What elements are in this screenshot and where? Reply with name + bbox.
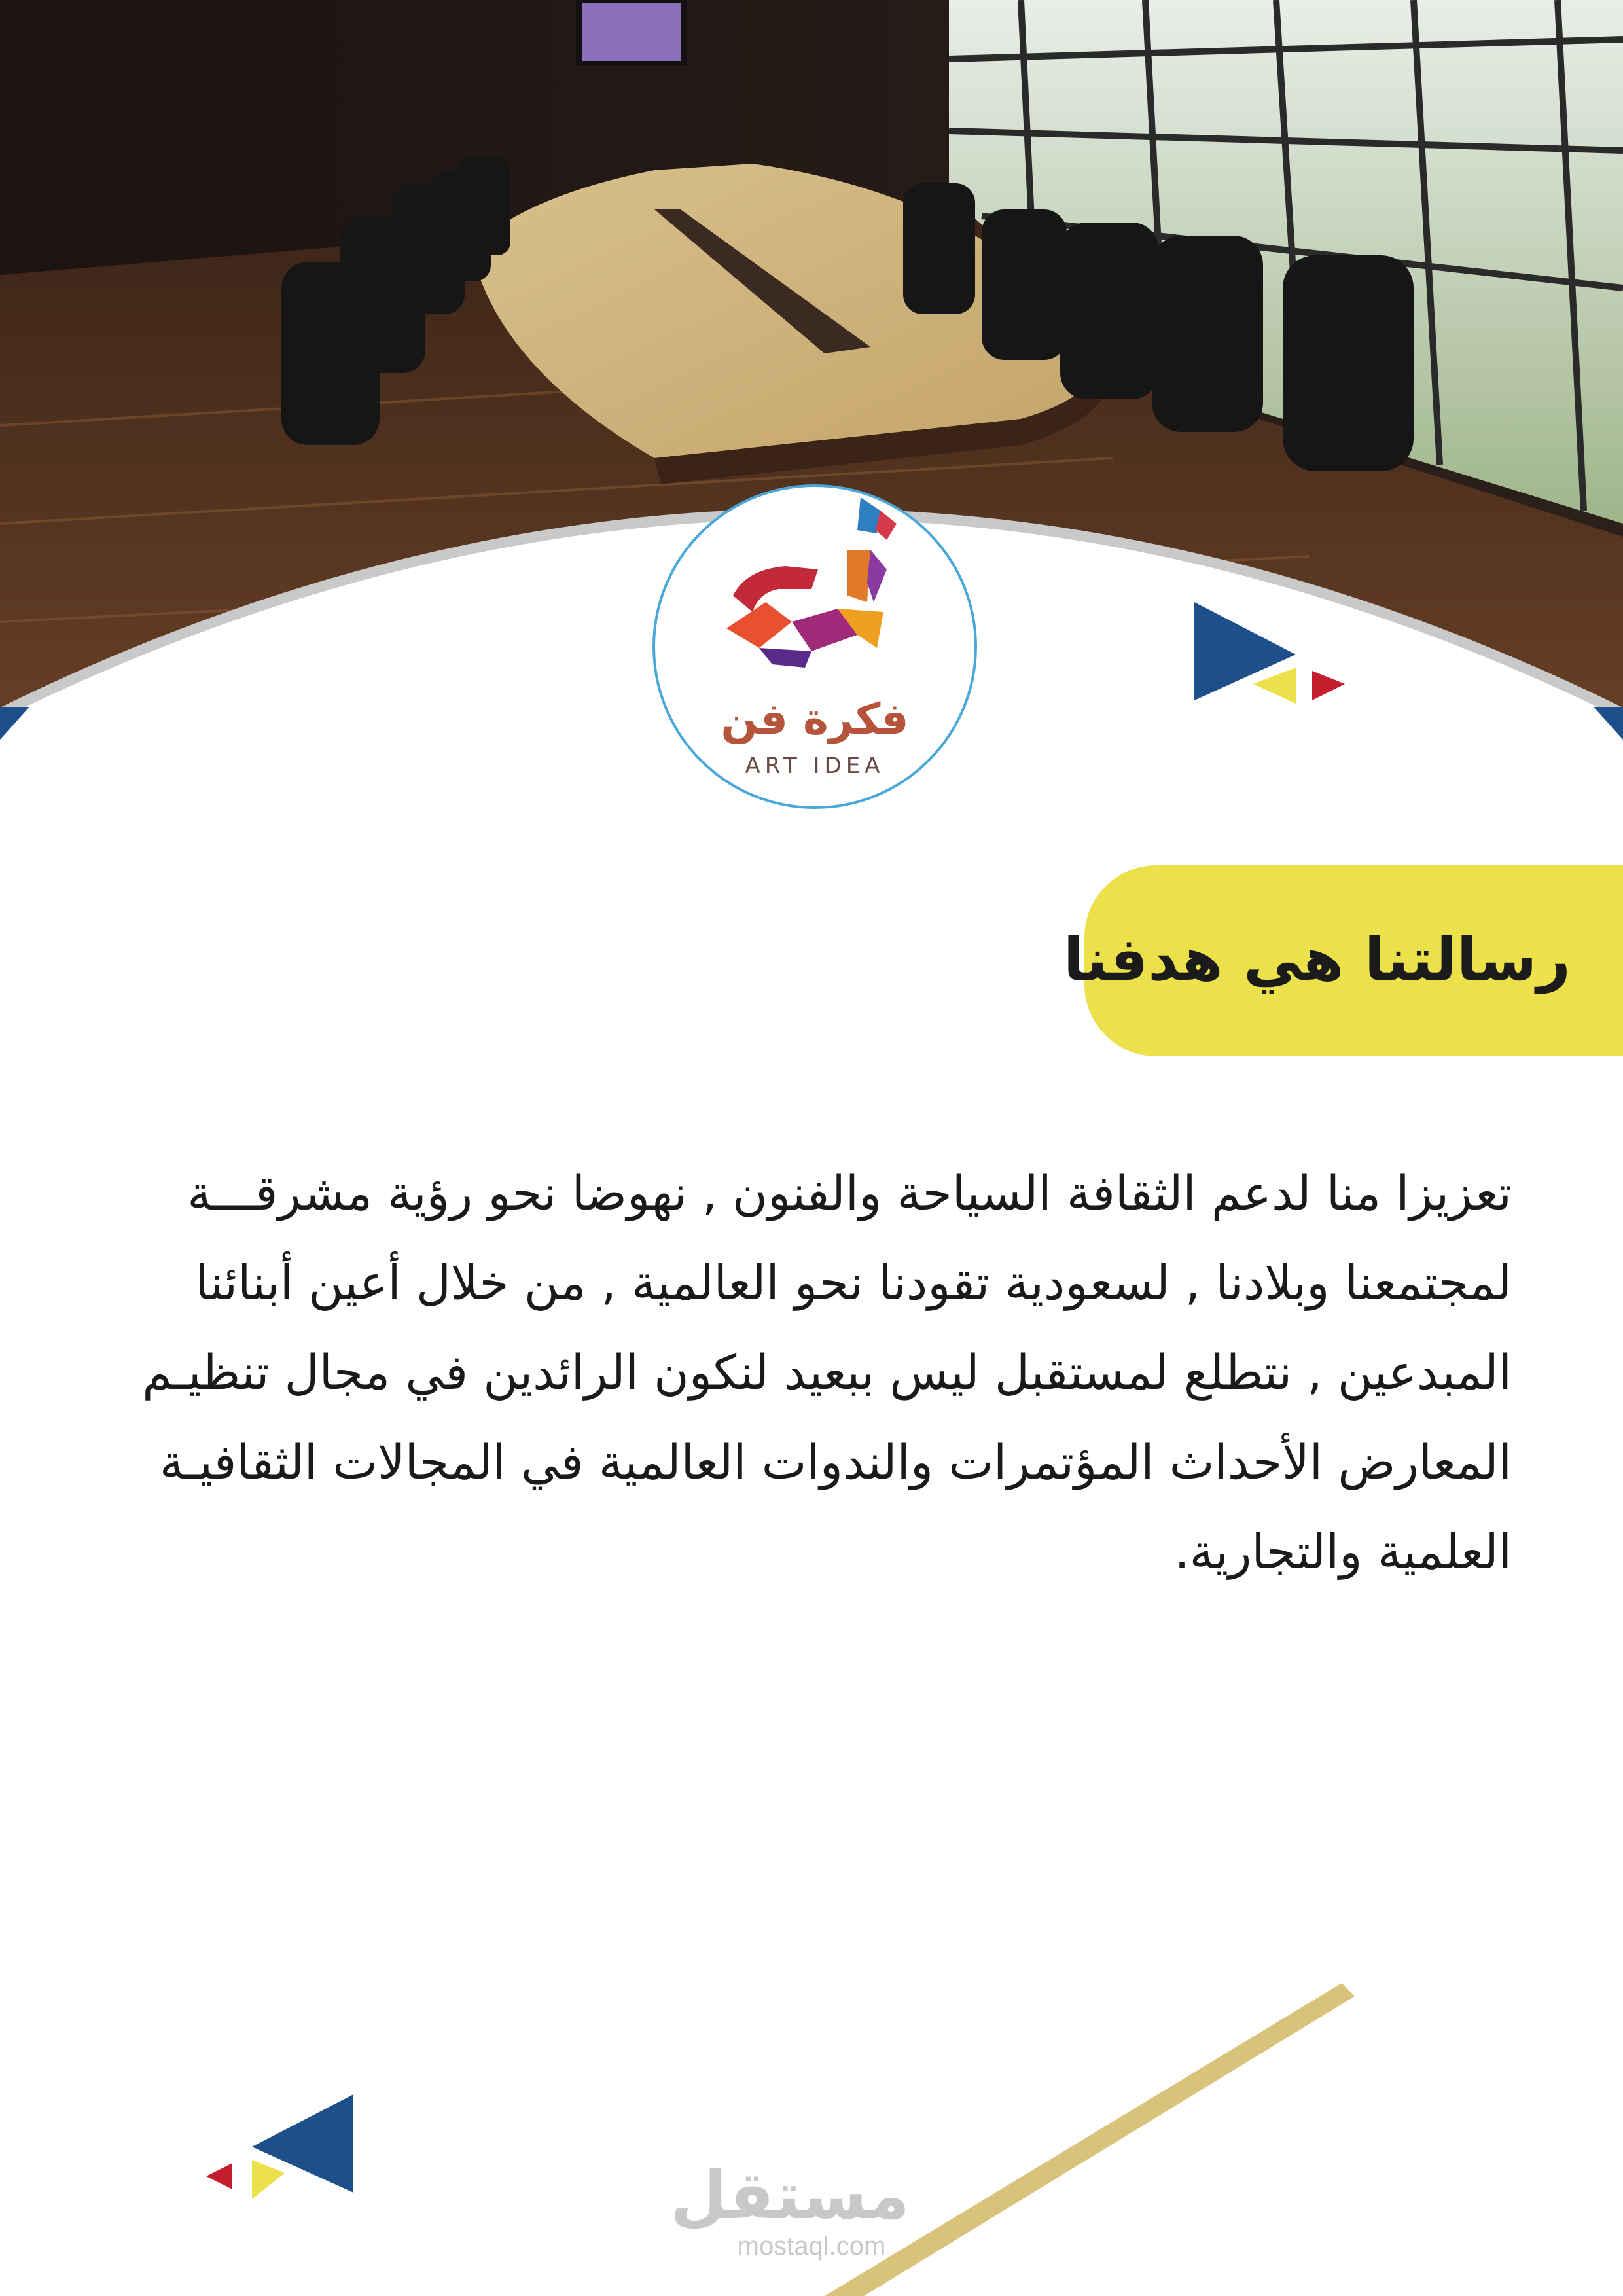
- heading-banner: [1063, 865, 1623, 1056]
- paragraph-line: المبدعين , نتطلع لمستقبل ليس ببعيد لنكون الرائدين في مجال تنظيـم: [142, 1345, 1512, 1401]
- paragraph-line: المعارض الأحداث المؤتمرات والندوات العالمية في المجالات الثقافيـة: [159, 1435, 1512, 1490]
- triangle-cluster-icon: [1191, 599, 1348, 710]
- logo-name-arabic: فكرة فن: [721, 694, 909, 744]
- logo-name-english: ART IDEA: [745, 753, 885, 779]
- paragraph-line: لمجتمعنا وبلادنا , لسعودية تقودنا نحو العالمية , من خلال أعين أبنائنا: [195, 1255, 1512, 1311]
- mostaql-watermark: [670, 2157, 910, 2261]
- triangle-cluster-bottom-icon: [200, 2091, 357, 2206]
- art-idea-logo-icon: [707, 497, 923, 694]
- mission-paragraph: [111, 1149, 1512, 1597]
- paragraph-line: تعزيزا منا لدعم الثقافة السياحة والفنون , نهوضا نحو رؤية مشرقـــة: [187, 1166, 1512, 1221]
- watermark-arabic: مستقل: [670, 2157, 910, 2234]
- watermark-url: mostaql.com: [737, 2232, 886, 2261]
- paragraph-line: العلمية والتجارية.: [1174, 1524, 1512, 1580]
- section-heading: رسالتنا هي هدفنا: [1063, 925, 1571, 994]
